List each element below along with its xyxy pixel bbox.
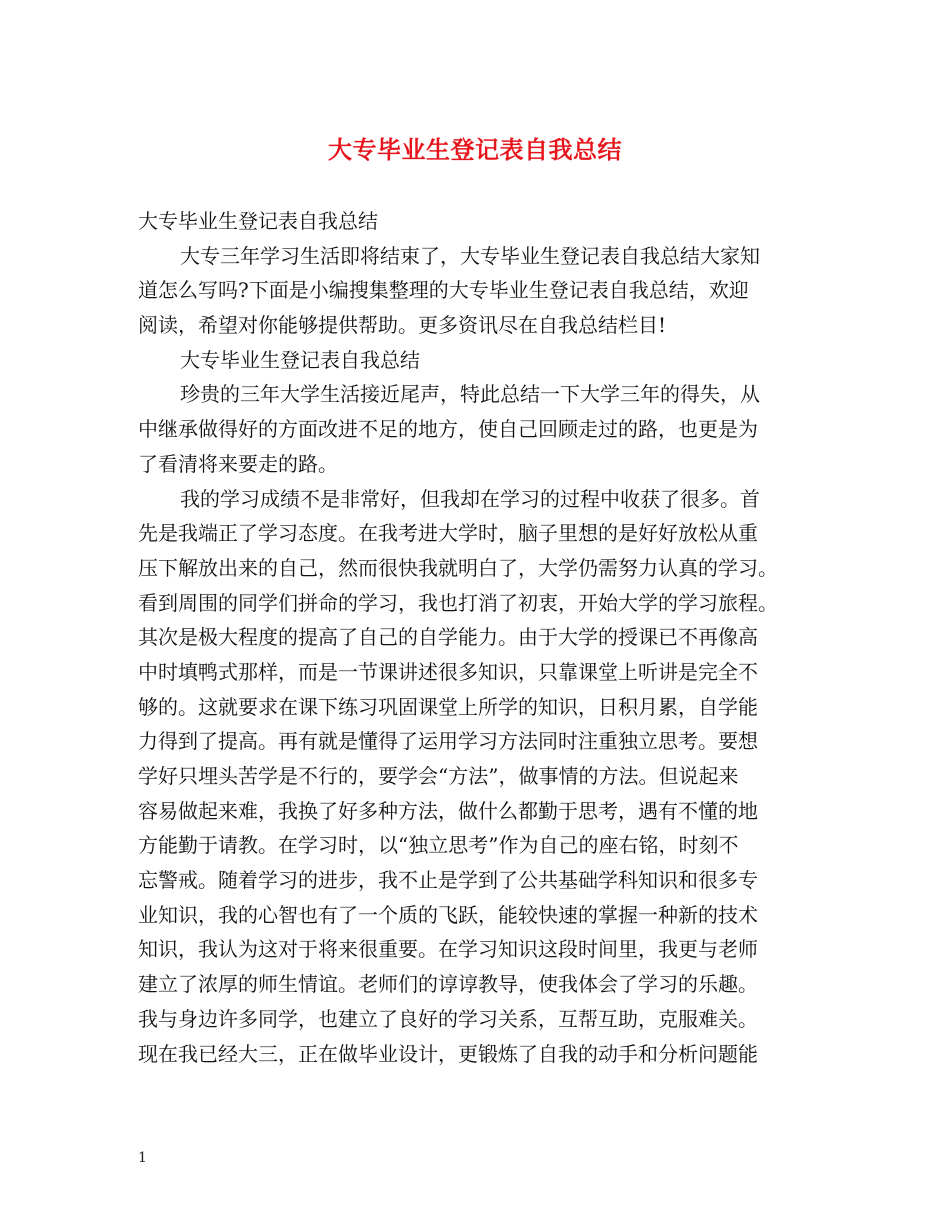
paragraph-line: 我与身边许多同学，也建立了良好的学习关系，互帮互助，克服难关。 bbox=[138, 1006, 758, 1031]
paragraph-line: 建立了浓厚的师生情谊。老师们的谆谆教导，使我体会了学习的乐趣。 bbox=[138, 972, 758, 997]
paragraph-line: 大专毕业生登记表自我总结 bbox=[180, 347, 420, 372]
paragraph-line: 力得到了提高。再有就是懂得了运用学习方法同时注重独立思考。要想 bbox=[138, 729, 758, 754]
paragraph-line: 忘警戒。随着学习的进步，我不止是学到了公共基础学科知识和很多专 bbox=[138, 868, 758, 893]
paragraph-line: 知识，我认为这对于将来很重要。在学习知识这段时间里，我更与老师 bbox=[138, 937, 758, 962]
paragraph-line: 我的学习成绩不是非常好，但我却在学习的过程中收获了很多。首 bbox=[180, 486, 760, 511]
paragraph-line: 先是我端正了学习态度。在我考进大学时，脑子里想的是好好放松从重 bbox=[138, 521, 758, 546]
paragraph-line: 够的。这就要求在课下练习巩固课堂上所学的知识，日积月累，自学能 bbox=[138, 694, 758, 719]
paragraph-line: 业知识，我的心智也有了一个质的飞跃，能较快速的掌握一种新的技术 bbox=[138, 902, 758, 927]
paragraph-line: 容易做起来难，我换了好多种方法，做什么都勤于思考，遇有不懂的地 bbox=[138, 798, 758, 823]
paragraph-line: 现在我已经大三，正在做毕业设计，更锻炼了自我的动手和分析问题能 bbox=[138, 1041, 758, 1066]
paragraph-line: 大专毕业生登记表自我总结 bbox=[138, 209, 378, 233]
page-number: 1 bbox=[138, 1150, 147, 1166]
paragraph-line: 其次是极大程度的提高了自己的自学能力。由于大学的授课已不再像高 bbox=[138, 625, 758, 650]
paragraph-line: 中继承做得好的方面改进不足的地方，使自己回顾走过的路，也更是为 bbox=[138, 417, 758, 442]
paragraph-line: 道怎么写吗?下面是小编搜集整理的大专毕业生登记表自我总结，欢迎 bbox=[138, 278, 749, 303]
paragraph-line: 压下解放出来的自己，然而很快我就明白了，大学仍需努力认真的学习。 bbox=[138, 555, 778, 580]
paragraph-line: 看到周围的同学们拼命的学习，我也打消了初衷，开始大学的学习旅程。 bbox=[138, 590, 778, 615]
paragraph-line: 大专三年学习生活即将结束了，大专毕业生登记表自我总结大家知 bbox=[180, 243, 760, 268]
paragraph-line: 学好只埋头苦学是不行的，要学会“方法”，做事情的方法。但说起来 bbox=[138, 764, 739, 788]
paragraph-line: 珍贵的三年大学生活接近尾声，特此总结一下大学三年的得失，从 bbox=[180, 382, 760, 407]
paragraph-line: 阅读，希望对你能够提供帮助。更多资讯尽在自我总结栏目! bbox=[138, 313, 667, 338]
document-title: 大专毕业生登记表自我总结 bbox=[328, 135, 622, 164]
paragraph-line: 方能勤于请教。在学习时，以“独立思考”作为自己的座右铭，时刻不 bbox=[138, 833, 739, 858]
paragraph-line: 中时填鸭式那样，而是一节课讲述很多知识，只靠课堂上听讲是完全不 bbox=[138, 659, 758, 684]
document-body bbox=[138, 204, 818, 1071]
paragraph-line: 了看清将来要走的路。 bbox=[138, 451, 338, 476]
